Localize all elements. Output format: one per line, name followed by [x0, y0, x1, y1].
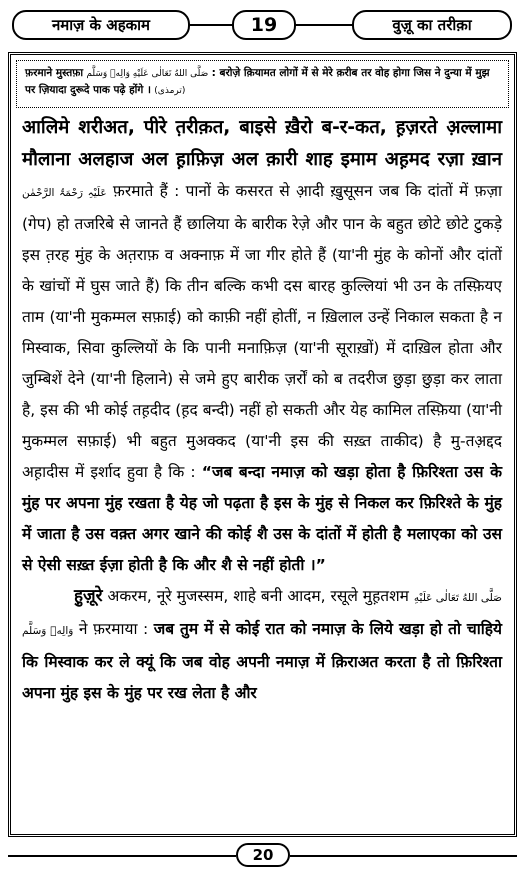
footer-page-number: 20: [252, 846, 274, 864]
hadith-text: : बरोज़े क़ियामत लोगों में से मेरे क़रीब तर वोह होगा जिस ने दुन्या में मुझ पर ज़ियादा दुरूदे पाक पढ़े होंगे ।: [25, 67, 490, 96]
paragraph-2-text-3: जब तुम में से कोई रात को नमाज़ के लिये खड़ा हो तो चाहिये कि मिस्वाक कर ले क्यूं कि जब वोह अपनी नमाज़ में क़िराअत करता है तो फ़िरिश्ता अपना मुंह इस के मुंह पर रख लेता है और: [22, 620, 503, 702]
footer-page-badge: [236, 843, 290, 867]
hadith-box: [16, 60, 509, 108]
paragraph-2-lead: हु़ज़ूरे: [74, 586, 103, 606]
header-rule-left: [190, 24, 232, 26]
footer-rule-right: [290, 855, 517, 857]
page-number: 19: [250, 14, 278, 36]
paragraph-1-arabic: عَلَیْہِ رَحْمَۃُ الرَّحْمٰن: [22, 187, 107, 199]
footer-rule-left: [8, 855, 236, 857]
hadith-reference: (ترمذی): [154, 86, 186, 96]
paragraph-2: [22, 581, 502, 709]
main-text: [22, 112, 502, 709]
book-title: नमाज़ के अहकाम: [51, 16, 151, 34]
chapter-title: वुज़ू का तरीक़ा: [392, 16, 472, 34]
paragraph-1: [22, 112, 502, 581]
page-number-badge: [232, 10, 296, 40]
chapter-title-badge: [352, 10, 512, 40]
hadith-salutation: صَلَّى اللهُ تَعَالٰى عَلَيْهِ وَالِهٖ وَسَلَّم: [86, 69, 209, 79]
paragraph-2-text-1: अकरम, नूरे मुजस्सम, शाहे बनी आदम, रसूले मुह़तशम: [107, 587, 409, 605]
book-title-badge: [12, 10, 190, 40]
header-rule-right: [296, 24, 352, 26]
paragraph-2-arabic: صَلَّى اللهُ تَعَالٰى عَلَيْهِ وَالِهٖ وَسَلَّم: [22, 592, 502, 637]
paragraph-1-lead: आलिमे शरीअत, पीरे त़रीक़त, बाइसे ख़ैरो ब-र-कत, ह़ज़रते अ़ल्लामा मौलाना अलहाज अल ह़ाफ़िज़ अल क़ारी शाह इमाम अह़मद रज़ा ख़ान: [22, 117, 502, 170]
paragraph-1-text: फ़रमाते हैं : पानों के कसरत से आ़दी ख़ुसूसन जब कि दांतों में फ़ज़ा (गेप) हो तजरिबे से जानते हैं छालिया के बारीक रेज़े और पान के बहुत छोटे छोटे टुकड़े इस त़रह मुंह के अत़राफ़ व अक्नाफ़ में जा गीर होते हैं (या'नी मुंह के कोनों और दांतों के खांचों में घुस जाते हैं) कि तीन बल्कि कभी दस बारह कुल्लियां भी उन के तस्फ़ियए ताम (या'नी मुकम्मल सफ़ाई) को काफ़ी नहीं होतीं, न ख़िलाल उन्हें निकाल सकता है न मिस्वाक, सिवा कुल्लियों के कि पानी मनाफ़िज़ (या'नी सूराख़ों) में दाख़िल होता और जुम्बिशें देने (या'नी हिलाने) से जमे हुए बारीक ज़र्रों को ब तदरीज छुड़ा छुड़ा कर लाता है, इस की भी कोई तह़दीद (ह़द बन्दी) नहीं हो सकती और येह कामिल तस्फ़िया (या'नी मुकम्मल सफ़ाई) भी बहुत मुअक्कद (या'नी इस की सख़्त ताकीद) है मु-तअ़द्दद अह़ादीस में इर्शाद हुवा है कि :: [22, 182, 502, 481]
paragraph-2-text-2: ने फ़रमाया :: [78, 620, 149, 638]
paragraph-1-quote: “जब बन्दा नमाज़ को खड़ा होता है फ़िरिश्ता उस के मुंह पर अपना मुंह रखता है येह जो पढ़ता है इस के मुंह से निकल कर फ़िरिश्ते के मुंह में जाता है उस वक़्त अगर खाने की कोई शै उस के दांतों में होती है मलाएका को उस से ऐसी सख़्त ईज़ा होती है कि और शै से नहीं होती ।”: [22, 463, 502, 574]
hadith-label: फ़रमाने मुस्तफ़ा: [25, 67, 84, 79]
